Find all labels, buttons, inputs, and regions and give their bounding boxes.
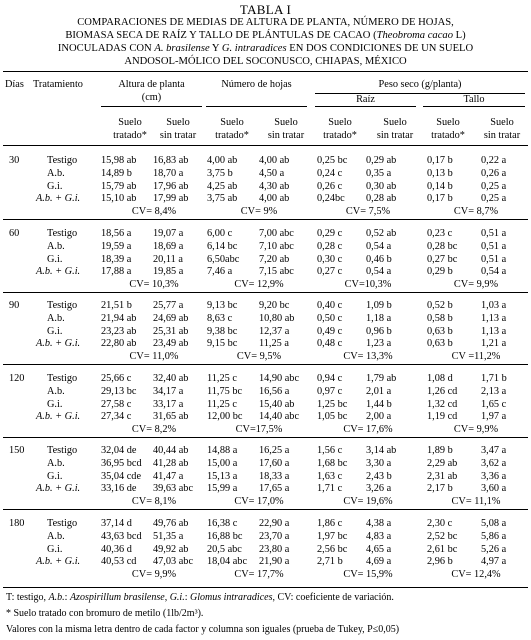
- table-cell: 7,20 ab: [259, 254, 290, 265]
- table-cell: 0,96 b: [366, 326, 392, 337]
- table-cell: 41,28 ab: [153, 458, 189, 469]
- table-cell: 21,94 ab: [101, 313, 137, 324]
- table-cell: 1,97 bc: [317, 531, 348, 542]
- subheader-suelo-sin-tratar: sin tratar: [376, 130, 414, 141]
- table-cell: 0,58 b: [427, 313, 453, 324]
- table-cell: 41,47 a: [153, 471, 184, 482]
- table-cell: 47,03 abc: [153, 556, 194, 567]
- treatment-label: A.b. + G.i.: [36, 411, 81, 422]
- table-cell: 0,28 ab: [366, 193, 397, 204]
- table-cell: 4,83 a: [366, 531, 392, 542]
- table-cell: 15,00 a: [207, 458, 238, 469]
- treatment-label: A.b. + G.i.: [36, 266, 81, 277]
- table-cell: 1,19 cd: [427, 411, 458, 422]
- table-cell: 0,23 c: [427, 228, 453, 239]
- table-cell: 0,63 b: [427, 338, 453, 349]
- table-cell: 1,05 bc: [317, 411, 348, 422]
- table-cell: 18,70 a: [153, 168, 184, 179]
- table-cell: 17,88 a: [101, 266, 132, 277]
- table-cell: 4,97 a: [481, 556, 507, 567]
- table-cell: 43,63 bcd: [101, 531, 142, 542]
- table-cell: 23,80 a: [259, 544, 290, 555]
- table-cell: 19,59 a: [101, 241, 132, 252]
- table-cell: 49,92 ab: [153, 544, 189, 555]
- treatment-label: A.b.: [47, 386, 65, 397]
- dias-value: 30: [9, 155, 20, 166]
- table-cell: 0,54 a: [481, 266, 507, 277]
- subheader-suelo-sin-tratar: sin tratar: [159, 130, 197, 141]
- cv-value: CV =11,2%: [451, 351, 501, 362]
- treatment-label: A.b.: [47, 313, 65, 324]
- table-cell: 27,34 c: [101, 411, 132, 422]
- subheader-suelo-tratado: tratado*: [215, 130, 249, 141]
- cv-value: CV= 8,7%: [453, 206, 499, 217]
- table-cell: 0,28 bc: [427, 241, 458, 252]
- treatment-label: G.i.: [47, 254, 63, 265]
- treatment-label: G.i.: [47, 471, 63, 482]
- table-cell: 0,25 a: [481, 181, 507, 192]
- table-cell: 18,69 a: [153, 241, 184, 252]
- table-cell: 0,51 a: [481, 228, 507, 239]
- table-cell: 15,99 a: [207, 483, 238, 494]
- header-tratamiento: Tratamiento: [33, 79, 83, 90]
- treatment-label: A.b. + G.i.: [36, 556, 81, 567]
- cv-value: CV= 12,9%: [234, 279, 284, 290]
- table-cell: 4,25 ab: [207, 181, 238, 192]
- raiz-header-rule: [315, 106, 416, 107]
- table-cell: 0,54 a: [366, 241, 392, 252]
- subheader-suelo-tratado: Suelo: [328, 117, 352, 128]
- table-cell: 14,88 a: [207, 445, 238, 456]
- table-cell: 1,08 d: [427, 373, 453, 384]
- table-cell: 18,39 a: [101, 254, 132, 265]
- table-cell: 11,25 a: [259, 338, 289, 349]
- table-cell: 15,10 ab: [101, 193, 137, 204]
- table-cell: 39,63 abc: [153, 483, 194, 494]
- header-dias: Días: [5, 79, 24, 90]
- table-cell: 15,79 ab: [101, 181, 137, 192]
- table-cell: 0,94 c: [317, 373, 343, 384]
- table-cell: 0,14 b: [427, 181, 453, 192]
- table-cell: 0,22 a: [481, 155, 507, 166]
- table-cell: 1,89 b: [427, 445, 453, 456]
- table-cell: 3,60 a: [481, 483, 507, 494]
- table-cell: 0,48 c: [317, 338, 343, 349]
- table-cell: 0,30 c: [317, 254, 343, 265]
- table-cell: 1,13 a: [481, 326, 507, 337]
- treatment-label: A.b.: [47, 458, 65, 469]
- table-cell: 36,95 bcd: [101, 458, 142, 469]
- table-cell: 1,44 b: [366, 399, 392, 410]
- table-cell: 14,90 abc: [259, 373, 300, 384]
- treatment-label: Testigo: [47, 155, 78, 166]
- treatment-label: Testigo: [47, 518, 78, 529]
- table-cell: 12,37 a: [259, 326, 290, 337]
- table-cell: 17,65 a: [259, 483, 290, 494]
- table-cell: 40,36 d: [101, 544, 132, 555]
- table-cell: 5,26 a: [481, 544, 507, 555]
- treatment-label: G.i.: [47, 326, 63, 337]
- tallo-header-rule: [423, 106, 525, 107]
- cv-value: CV= 7,5%: [345, 206, 391, 217]
- table-cell: 18,04 abc: [207, 556, 248, 567]
- table-cell: 9,38 bc: [207, 326, 238, 337]
- treatment-label: Testigo: [47, 300, 78, 311]
- table-cell: 16,83 ab: [153, 155, 189, 166]
- subheader-suelo-sin-tratar: Suelo: [274, 117, 298, 128]
- table-cell: 21,51 b: [101, 300, 132, 311]
- table-cell: 18,33 a: [259, 471, 290, 482]
- table-cell: 18,56 a: [101, 228, 132, 239]
- table-cell: 0,52 b: [427, 300, 453, 311]
- cv-value: CV= 9,5%: [236, 351, 282, 362]
- table-cell: 11,25 c: [207, 373, 237, 384]
- table-cell: 33,16 de: [101, 483, 137, 494]
- table-cell: 23,49 ab: [153, 338, 189, 349]
- table-cell: 1,32 cd: [427, 399, 458, 410]
- table-cell: 2,71 b: [317, 556, 343, 567]
- table-cell: 16,56 a: [259, 386, 290, 397]
- cv-value: CV= 8,2%: [131, 424, 177, 435]
- table-cell: 8,63 c: [207, 313, 233, 324]
- cv-value: CV=10,3%: [344, 279, 392, 290]
- cv-value: CV= 8,4%: [131, 206, 177, 217]
- footnote-tukey: Valores con la misma letra dentro de cada factor y columna son iguales (prueba de Tukey, P≤0,05): [6, 624, 400, 635]
- table-cell: 22,90 a: [259, 518, 290, 529]
- table-cell: 33,17 a: [153, 399, 184, 410]
- treatment-label: A.b.: [47, 168, 65, 179]
- cv-value: CV= 15,9%: [343, 569, 393, 580]
- table-cell: 3,62 a: [481, 458, 507, 469]
- table-cell: 29,13 bc: [101, 386, 137, 397]
- footnote-abbreviations: T: testigo, A.b.: Azospirillum brasilense, G.i.: Glomus intraradices, CV: coeficiente de variación.: [6, 592, 394, 603]
- group-separator-rule: [3, 509, 528, 510]
- table-cell: 1,56 c: [317, 445, 343, 456]
- table-cell: 16,38 c: [207, 518, 238, 529]
- header-hojas: Número de hojas: [221, 79, 292, 90]
- subheader-suelo-tratado: tratado*: [431, 130, 465, 141]
- table-cell: 7,46 a: [207, 266, 233, 277]
- table-cell: 4,30 ab: [259, 181, 290, 192]
- cv-value: CV= 11,1%: [451, 496, 501, 507]
- table-cell: 6,14 bc: [207, 241, 238, 252]
- table-cell: 1,86 c: [317, 518, 343, 529]
- treatment-label: A.b. + G.i.: [36, 483, 81, 494]
- table-cell: 11,75 bc: [207, 386, 243, 397]
- table-cell: 20,11 a: [153, 254, 183, 265]
- treatment-label: G.i.: [47, 399, 63, 410]
- table-cell: 9,15 bc: [207, 338, 238, 349]
- cv-value: CV= 9%: [240, 206, 278, 217]
- dias-value: 180: [9, 518, 25, 529]
- subheader-suelo-tratado: Suelo: [118, 117, 142, 128]
- cv-value: CV= 9,9%: [131, 569, 177, 580]
- table-cell: 0,26 c: [317, 181, 343, 192]
- table-cell: 22,80 ab: [101, 338, 137, 349]
- cv-value: CV= 17,0%: [234, 496, 284, 507]
- cv-value: CV= 10,3%: [129, 279, 179, 290]
- subheader-suelo-sin-tratar: sin tratar: [483, 130, 521, 141]
- subheader-suelo-sin-tratar: Suelo: [383, 117, 407, 128]
- table-title-line-4: ANDOSOL-MÓLICO DEL SOCONUSCO, CHIAPAS, MÉXICO: [124, 56, 407, 67]
- treatment-label: A.b.: [47, 531, 65, 542]
- table-cell: 1,25 bc: [317, 399, 348, 410]
- footnote-treated-soil: * Suelo tratado con bromuro de metilo (1lb/2m³).: [6, 608, 204, 619]
- table-cell: 1,03 a: [481, 300, 507, 311]
- table-cell: 2,01 a: [366, 386, 392, 397]
- table-cell: 1,97 a: [481, 411, 507, 422]
- table-title-line-1: COMPARACIONES DE MEDIAS DE ALTURA DE PLANTA, NÚMERO DE HOJAS,: [77, 17, 454, 28]
- table-cell: 16,25 a: [259, 445, 290, 456]
- table-cell: 0,27 bc: [427, 254, 458, 265]
- table-cell: 4,00 ab: [259, 193, 290, 204]
- table-cell: 3,26 a: [366, 483, 392, 494]
- table-cell: 2,00 a: [366, 411, 392, 422]
- table-cell: 0,13 b: [427, 168, 453, 179]
- table-cell: 51,35 a: [153, 531, 184, 542]
- table-cell: 27,58 c: [101, 399, 132, 410]
- group-separator-rule: [3, 437, 528, 438]
- table-cell: 7,10 abc: [259, 241, 294, 252]
- table-cell: 0,29 ab: [366, 155, 397, 166]
- table-cell: 0,40 c: [317, 300, 343, 311]
- table-cell: 0,30 ab: [366, 181, 397, 192]
- table-cell: 1,23 a: [366, 338, 392, 349]
- table-cell: 0,24bc: [317, 193, 345, 204]
- table-cell: 0,28 c: [317, 241, 343, 252]
- table-cell: 0,46 b: [366, 254, 392, 265]
- cv-value: CV= 9,9%: [453, 279, 499, 290]
- table-cell: 16,88 bc: [207, 531, 243, 542]
- table-cell: 5,08 a: [481, 518, 507, 529]
- table-top-rule: [3, 71, 528, 72]
- treatment-label: Testigo: [47, 445, 78, 456]
- table-cell: 9,13 bc: [207, 300, 238, 311]
- table-cell: 37,14 d: [101, 518, 132, 529]
- table-cell: 31,65 ab: [153, 411, 189, 422]
- treatment-label: A.b.: [47, 241, 65, 252]
- table-cell: 0,25 a: [481, 193, 507, 204]
- header-bottom-rule: [3, 145, 528, 146]
- table-cell: 32,40 ab: [153, 373, 189, 384]
- table-cell: 17,96 ab: [153, 181, 189, 192]
- table-cell: 2,30 c: [427, 518, 453, 529]
- table-cell: 17,60 a: [259, 458, 290, 469]
- table-cell: 0,29 c: [317, 228, 343, 239]
- table-cell: 4,65 a: [366, 544, 392, 555]
- table-cell: 49,76 ab: [153, 518, 189, 529]
- treatment-label: A.b. + G.i.: [36, 338, 81, 349]
- cv-value: CV= 8,1%: [131, 496, 177, 507]
- table-title-line-3: INOCULADAS CON A. brasilense Y G. intraradices EN DOS CONDICIONES DE UN SUELO: [57, 43, 474, 54]
- header-tallo: Tallo: [463, 94, 485, 105]
- table-cell: 4,00 ab: [259, 155, 290, 166]
- table-cell: 0,17 b: [427, 155, 453, 166]
- treatment-label: Testigo: [47, 373, 78, 384]
- table-cell: 2,31 ab: [427, 471, 458, 482]
- table-cell: 1,09 b: [366, 300, 392, 311]
- table-cell: 2,61 bc: [427, 544, 458, 555]
- table-cell: 34,17 a: [153, 386, 184, 397]
- table-cell: 3,36 a: [481, 471, 507, 482]
- treatment-label: Testigo: [47, 228, 78, 239]
- header-altura-unit: (cm): [141, 92, 162, 103]
- table-cell: 1,65 c: [481, 399, 507, 410]
- subheader-suelo-tratado: Suelo: [220, 117, 244, 128]
- table-cell: 21,90 a: [259, 556, 290, 567]
- table-cell: 1,13 a: [481, 313, 507, 324]
- cv-value: CV= 9,9%: [453, 424, 499, 435]
- table-cell: 0,27 c: [317, 266, 343, 277]
- table-cell: 9,20 bc: [259, 300, 290, 311]
- table-cell: 25,31 ab: [153, 326, 189, 337]
- table-cell: 3,47 a: [481, 445, 507, 456]
- table-cell: 23,70 a: [259, 531, 290, 542]
- table-cell: 40,53 cd: [101, 556, 137, 567]
- cv-value: CV= 13,3%: [343, 351, 393, 362]
- table-cell: 25,66 c: [101, 373, 132, 384]
- table-cell: 10,80 ab: [259, 313, 295, 324]
- table-cell: 0,49 c: [317, 326, 343, 337]
- subheader-suelo-sin-tratar: sin tratar: [267, 130, 305, 141]
- altura-header-rule: [101, 106, 202, 107]
- dias-value: 60: [9, 228, 20, 239]
- table-cell: 7,00 abc: [259, 228, 294, 239]
- dias-value: 90: [9, 300, 20, 311]
- table-cell: 0,50 c: [317, 313, 343, 324]
- cv-value: CV= 17,7%: [234, 569, 284, 580]
- table-cell: 2,29 ab: [427, 458, 458, 469]
- group-separator-rule: [3, 364, 528, 365]
- table-cell: 0,25 bc: [317, 155, 348, 166]
- table-cell: 0,54 a: [366, 266, 392, 277]
- table-cell: 0,97 c: [317, 386, 343, 397]
- table-title-line-2: BIOMASA SECA DE RAÍZ Y TALLO DE PLÁNTULAS DE CACAO (Theobroma cacao L): [65, 30, 466, 41]
- table-cell: 2,13 a: [481, 386, 507, 397]
- table-cell: 1,18 a: [366, 313, 392, 324]
- group-separator-rule: [3, 219, 528, 220]
- table-cell: 2,17 b: [427, 483, 453, 494]
- table-cell: 0,63 b: [427, 326, 453, 337]
- hojas-header-rule: [206, 106, 307, 107]
- header-raiz: Raíz: [356, 94, 375, 105]
- cv-value: CV=17,5%: [235, 424, 283, 435]
- table-cell: 12,00 bc: [207, 411, 243, 422]
- table-cell: 25,77 a: [153, 300, 184, 311]
- table-cell: 0,35 a: [366, 168, 392, 179]
- table-cell: 7,15 abc: [259, 266, 294, 277]
- table-cell: 3,75 b: [207, 168, 233, 179]
- table-cell: 3,30 a: [366, 458, 392, 469]
- table-cell: 14,89 b: [101, 168, 132, 179]
- table-cell: 24,69 ab: [153, 313, 189, 324]
- table-cell: 0,51 a: [481, 241, 507, 252]
- table-cell: 1,79 ab: [366, 373, 397, 384]
- table-cell: 15,13 a: [207, 471, 238, 482]
- table-bottom-rule: [3, 587, 528, 588]
- table-cell: 20,5 abc: [207, 544, 242, 555]
- table-cell: 1,21 a: [481, 338, 507, 349]
- table-cell: 4,69 a: [366, 556, 392, 567]
- table-cell: 1,63 c: [317, 471, 343, 482]
- table-cell: 5,86 a: [481, 531, 507, 542]
- dias-value: 120: [9, 373, 25, 384]
- header-altura: Altura de planta: [118, 79, 185, 90]
- table-number: TABLA I: [239, 2, 292, 17]
- subheader-suelo-sin-tratar: Suelo: [490, 117, 514, 128]
- subheader-suelo-tratado: tratado*: [323, 130, 357, 141]
- table-cell: 14,40 abc: [259, 411, 300, 422]
- table-cell: 6,50abc: [207, 254, 240, 265]
- table-cell: 17,99 ab: [153, 193, 189, 204]
- table-cell: 1,68 bc: [317, 458, 348, 469]
- table-cell: 15,98 ab: [101, 155, 137, 166]
- table-cell: 3,75 ab: [207, 193, 238, 204]
- treatment-label: G.i.: [47, 544, 63, 555]
- table-cell: 0,26 a: [481, 168, 507, 179]
- table-cell: 0,24 c: [317, 168, 343, 179]
- table-cell: 0,51 a: [481, 254, 507, 265]
- cv-value: CV= 11,0%: [129, 351, 179, 362]
- treatment-label: G.i.: [47, 181, 63, 192]
- subheader-suelo-tratado: tratado*: [113, 130, 147, 141]
- table-cell: 2,96 b: [427, 556, 453, 567]
- table-cell: 11,25 c: [207, 399, 237, 410]
- table-cell: 0,17 b: [427, 193, 453, 204]
- header-peso: Peso seco (g/planta): [378, 79, 462, 90]
- table-cell: 0,29 b: [427, 266, 453, 277]
- table-cell: 40,44 ab: [153, 445, 189, 456]
- cv-value: CV= 17,6%: [343, 424, 393, 435]
- table-cell: 1,71 c: [317, 483, 343, 494]
- table-cell: 1,71 b: [481, 373, 507, 384]
- cv-value: CV= 19,6%: [343, 496, 393, 507]
- table-cell: 3,14 ab: [366, 445, 397, 456]
- table-cell: 2,43 b: [366, 471, 392, 482]
- subheader-suelo-sin-tratar: Suelo: [166, 117, 190, 128]
- table-cell: 2,56 bc: [317, 544, 348, 555]
- table-cell: 2,52 bc: [427, 531, 458, 542]
- table-cell: 35,04 cde: [101, 471, 142, 482]
- table-cell: 6,00 c: [207, 228, 233, 239]
- table-cell: 1,26 cd: [427, 386, 458, 397]
- subheader-suelo-tratado: Suelo: [436, 117, 460, 128]
- cv-value: CV= 12,4%: [451, 569, 501, 580]
- table-cell: 4,38 a: [366, 518, 392, 529]
- treatment-label: A.b. + G.i.: [36, 193, 81, 204]
- table-cell: 0,52 ab: [366, 228, 397, 239]
- table-cell: 4,50 a: [259, 168, 285, 179]
- table-cell: 19,07 a: [153, 228, 184, 239]
- table-cell: 4,00 ab: [207, 155, 238, 166]
- table-cell: 15,40 ab: [259, 399, 295, 410]
- group-separator-rule: [3, 292, 528, 293]
- dias-value: 150: [9, 445, 25, 456]
- table-cell: 32,04 de: [101, 445, 137, 456]
- table-cell: 23,23 ab: [101, 326, 137, 337]
- table-cell: 19,85 a: [153, 266, 184, 277]
